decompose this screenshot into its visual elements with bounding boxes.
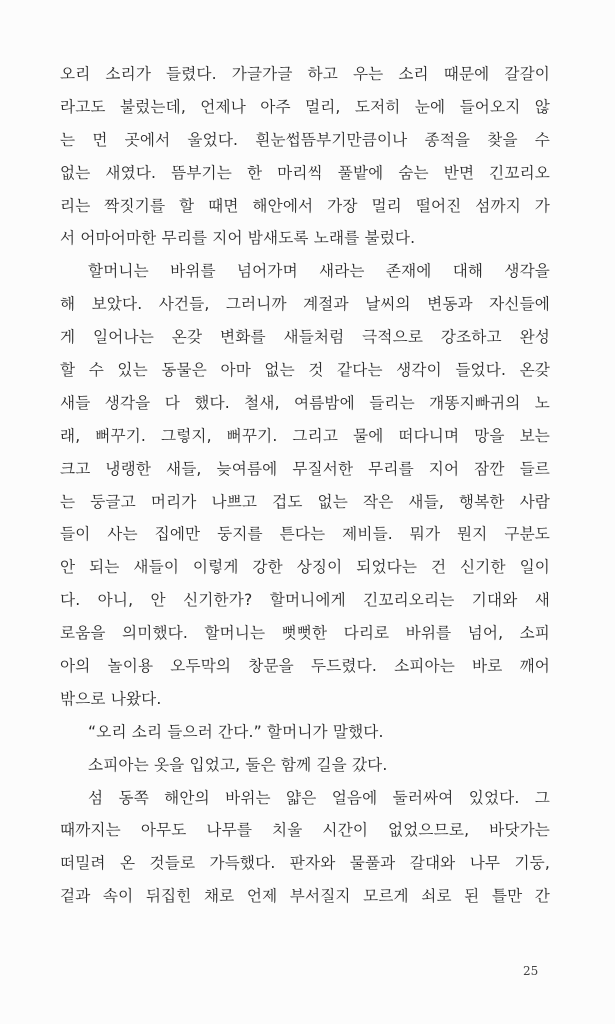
text-line: 때까지는 아무도 나무를 치울 시간이 없었으므로, 바닷가는 [60, 821, 550, 840]
text-line: 들이 사는 집에만 둥지를 튼다는 제비들. 뭐가 뭔지 구분도 [60, 525, 550, 544]
text-line: 겉과 속이 뒤집힌 채로 언제 부서질지 모르게 쇠로 된 틀만 간 [60, 887, 550, 906]
text-line: 로움을 의미했다. 할머니는 뻣뻣한 다리로 바위를 넘어, 소피 [60, 624, 550, 643]
text-line: 다. 아니, 안 신기한가? 할머니에게 긴꼬리오리는 기대와 새 [60, 591, 550, 610]
text-line: 게 일어나는 온갖 변화를 새들처럼 극적으로 강조하고 완성 [60, 328, 550, 347]
text-line: 떠밀려 온 것들로 가득했다. 판자와 물풀과 갈대와 나무 기둥, [60, 854, 550, 873]
text-line: 오리 소리가 들렸다. 가글가글 하고 우는 소리 때문에 갈갈이 [60, 65, 550, 83]
text-line: 새들 생각을 다 했다. 철새, 여름밤에 들리는 개똥지빠귀의 노 [60, 393, 550, 412]
text-line: 크고 냉랭한 새들, 늦여름에 무질서한 무리를 지어 잠깐 들르 [60, 459, 550, 478]
text-line: 래, 뻐꾸기. 그렇지, 뻐꾸기. 그리고 물에 떠다니며 망을 보는 [60, 426, 550, 445]
text-line: 안 되는 새들이 이렇게 강한 상징이 되었다는 건 신기한 일이 [60, 558, 550, 577]
text-line: 서 어마어마한 무리를 지어 밤새도록 노래를 불렀다. [60, 229, 416, 248]
text-line: 는 둥글고 머리가 나쁘고 겁도 없는 작은 새들, 행복한 사람 [60, 492, 550, 511]
text-line: 할 수 있는 동물은 아마 없는 것 같다는 생각이 들었다. 온갖 [60, 361, 550, 380]
text-line: 리는 짝짓기를 할 때면 해안에서 가장 멀리 떨어진 섬까지 가 [60, 196, 550, 215]
text-line: 소피아는 옷을 입었고, 둘은 함께 길을 갔다. [88, 755, 388, 774]
text-line: 아의 놀이용 오두막의 창문을 두드렸다. 소피아는 바로 깨어 [60, 657, 550, 676]
page-number: 25 [523, 964, 539, 978]
text-line: 해 보았다. 사건들, 그러니까 계절과 날씨의 변동과 자신들에 [60, 295, 550, 314]
body-text [60, 58, 550, 913]
text-line: 는 먼 곳에서 울었다. 흰눈썹뜸부기만큼이나 종적을 찾을 수 [60, 130, 550, 149]
text-line: “오리 소리 들으러 간다.” 할머니가 말했다. [88, 722, 384, 741]
text-line: 없는 새였다. 뜸부기는 한 마리씩 풀밭에 숨는 반면 긴꼬리오 [60, 163, 550, 182]
text-line: 라고도 불렀는데, 언제나 아주 멀리, 도저히 눈에 들어오지 않 [60, 97, 550, 116]
text-line: 섬 동쪽 해안의 바위는 얇은 얼음에 둘러싸여 있었다. 그 [88, 788, 550, 807]
text-line: 할머니는 바위를 넘어가며 새라는 존재에 대해 생각을 [88, 262, 550, 281]
text-line: 밖으로 나왔다. [60, 689, 162, 708]
